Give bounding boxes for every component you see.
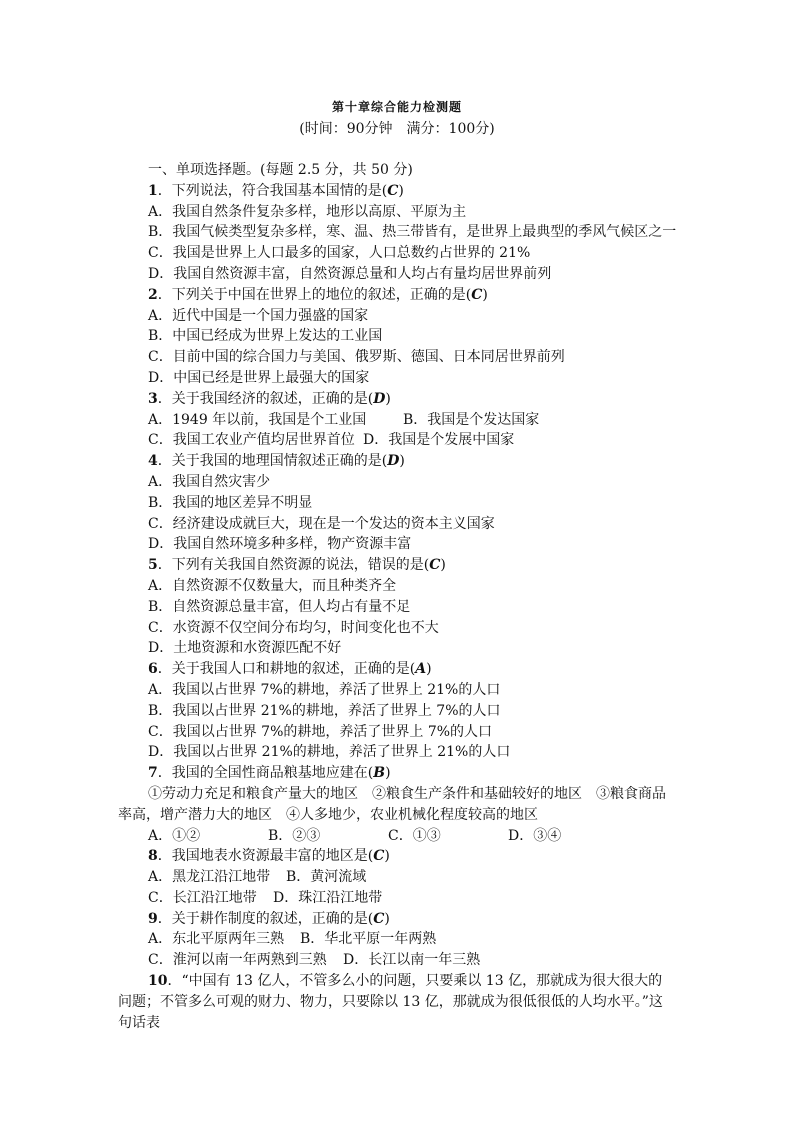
- option: B．中国已经成为世界上发达的工业国: [148, 328, 383, 345]
- question-body: [118, 160, 676, 1033]
- option: A．黑龙江沿江地带: [148, 869, 271, 886]
- answer-letter: A: [415, 661, 427, 678]
- option: D．中国已经是世界上最强大的国家: [148, 369, 370, 386]
- option: C．我国以占世界 7%的耕地，养活了世界上 7%的人口: [148, 723, 493, 740]
- answer-letter: C: [387, 182, 399, 199]
- option: B．我国的地区差异不明显: [148, 494, 313, 511]
- question-stem: 8．我国地表水资源最丰富的地区是(C): [148, 848, 390, 865]
- option: B．我国气候类型复杂多样，寒、温、热三带皆有，是世界上最典型的季风气候区之一: [148, 224, 677, 241]
- option: C．我国是世界上人口最多的国家，人口总数约占世界的 21%: [148, 245, 531, 262]
- question-stem-detail: ①劳动力充足和粮食产量大的地区 ②粮食生产条件和基础较好的地区 ③粮食商品率高，增产潜力大的地区 ④人多地少，农业机械化程度较高的地区: [118, 785, 666, 823]
- option: C．经济建设成就巨大，现在是一个发达的资本主义国家: [148, 515, 495, 532]
- option: B．黄河流域: [286, 869, 367, 886]
- option: B．我国是个发达国家: [403, 411, 540, 428]
- option: D．珠江沿江地带: [273, 889, 383, 906]
- question-stem: 7．我国的全国性商品粮基地应建在(B): [148, 765, 391, 782]
- answer-letter: C: [373, 848, 385, 865]
- option: D．我国以占世界 21%的耕地，养活了世界上 21%的人口: [148, 744, 511, 761]
- answer-letter: C: [471, 286, 483, 303]
- option: A．近代中国是一个国力强盛的国家: [148, 307, 369, 324]
- option: D．我国自然环境多种多样，物产资源丰富: [148, 536, 412, 553]
- section-heading: 一、单项选择题。(每题 2.5 分，共 50 分): [148, 162, 413, 178]
- option: C．淮河以南一年两熟到三熟: [148, 952, 327, 969]
- option: A．我国自然条件复杂多样，地形以高原、平原为主: [148, 203, 467, 220]
- option-row: [118, 430, 676, 451]
- option: A．自然资源不仅数量大，而且种类齐全: [148, 577, 397, 594]
- option: D．土地资源和水资源匹配不好: [148, 640, 342, 657]
- question-stem: 5．下列有关我国自然资源的说法，错误的是(C): [148, 557, 446, 574]
- option: C．长江沿江地带: [148, 889, 257, 906]
- answer-letter: D: [373, 390, 386, 407]
- question-stem: 9．关于耕作制度的叙述，正确的是(C): [148, 910, 390, 927]
- option: B．②③: [268, 827, 321, 844]
- answer-letter: C: [429, 557, 441, 574]
- question-stem: 6．关于我国人口和耕地的叙述，正确的是(A): [148, 661, 432, 678]
- option-row: [118, 929, 676, 950]
- option: D．长江以南一年三熟: [343, 952, 481, 969]
- option: A．我国以占世界 7%的耕地，养活了世界上 21%的人口: [148, 681, 501, 698]
- option: D．我国是个发展中国家: [363, 432, 515, 449]
- question-stem: 10．“中国有 13 亿人，不管多么小的问题，只要乘以 13 亿，那就成为很大很大的问题；不管多么可观的财力、物力，只要除以 13 亿，那就成为很低很低的人均水平。”这句话表: [118, 973, 663, 1031]
- answer-letter: C: [373, 910, 385, 927]
- option: C．目前中国的综合国力与美国、俄罗斯、德国、日本同居世界前列: [148, 349, 565, 366]
- option: D．我国自然资源丰富，自然资源总量和人均占有量均居世界前列: [148, 265, 552, 282]
- page-title: 第十章综合能力检测题: [331, 100, 462, 114]
- option: D．③④: [508, 827, 562, 844]
- question-stem: 1．下列说法，符合我国基本国情的是(C): [148, 182, 404, 199]
- option: B．自然资源总量丰富，但人均占有量不足: [148, 598, 411, 615]
- option-row: [118, 950, 676, 971]
- option-row: [118, 888, 676, 909]
- answer-letter: B: [373, 765, 386, 782]
- option: C．我国工农业产值均居世界首位: [148, 432, 355, 449]
- page-subtitle: (时间：90分钟 满分：100分): [299, 121, 495, 137]
- question-stem: 3．关于我国经济的叙述，正确的是(D): [148, 390, 391, 407]
- answer-letter: D: [387, 453, 400, 470]
- option: A．我国自然灾害少: [148, 473, 271, 490]
- option-row: [118, 410, 676, 431]
- option: B．我国以占世界 21%的耕地，养活了世界上 7%的人口: [148, 702, 501, 719]
- option: A．东北平原两年三熟: [148, 931, 285, 948]
- option-row: [118, 867, 676, 888]
- option: C．①③: [388, 827, 441, 844]
- choice-row: [118, 826, 676, 847]
- option: C．水资源不仅空间分布均匀，时间变化也不大: [148, 619, 439, 636]
- option: A．①②: [148, 827, 201, 844]
- option: B．华北平原一年两熟: [300, 931, 437, 948]
- option: A．1949 年以前，我国是个工业国: [148, 411, 367, 428]
- question-stem: 2．下列关于中国在世界上的地位的叙述，正确的是(C): [148, 286, 488, 303]
- question-stem: 4．关于我国的地理国情叙述正确的是(D): [148, 453, 405, 470]
